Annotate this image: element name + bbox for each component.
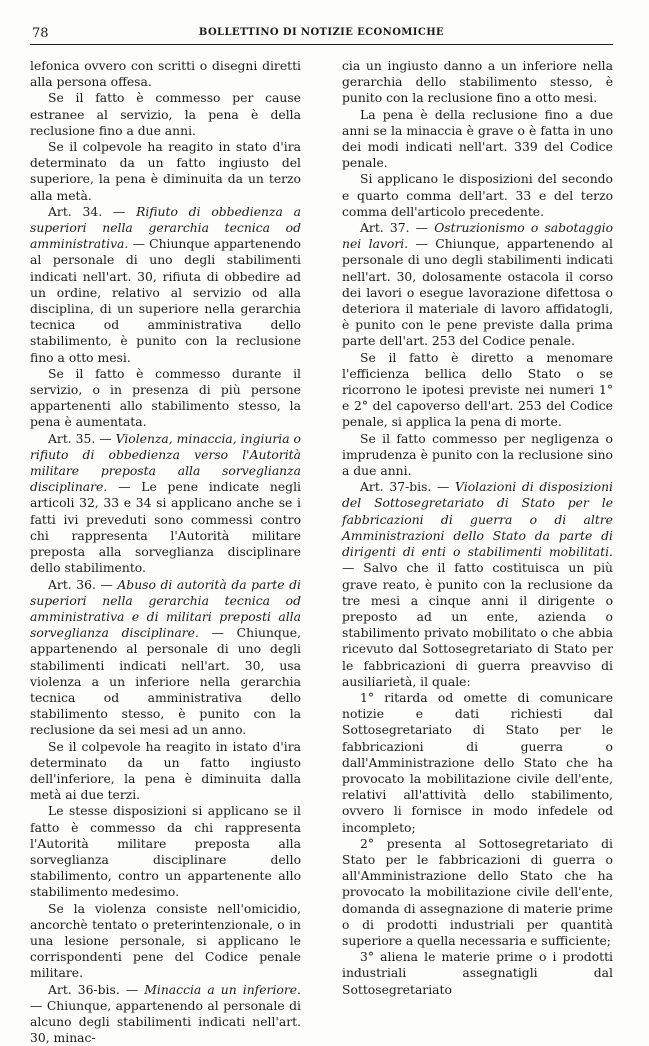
paragraph: Se la violenza consiste nell'omicidio, ancorchè tentato o preterintenzionale, o in una lesione personale, si applicano le corrispondenti pene del Codice penale militare.	[30, 901, 301, 981]
article-title: Minaccia a un inferiore.	[144, 982, 301, 997]
list-item: 2° presenta al Sottosegretariato di Stato per le fabbricazioni di guerra o all'Amministrazione dello Stato che ha provocato la mobilitazione civile dell'ente, domanda di assegnazione di materie prime o di prodotti industriali per quantità superiore a quella necessaria e sufficiente;	[342, 836, 613, 948]
article-label: Art. 36. —	[48, 577, 113, 592]
article-text: — Le pene indicate negli articoli 32, 33 e 34 si applicano anche se i fatti ivi preveduti sono commessi contro chi rappresenta l'Autorità militare preposta alla sorveglianza disciplinare dello stabilimento.	[30, 480, 301, 576]
article-paragraph	[30, 577, 301, 739]
article-label: Art. 34. —	[48, 204, 126, 219]
paragraph: Se il colpevole ha reagito in stato d'ira determinato da un fatto ingiusto del superiore, la pena è diminuita da un terzo alla metà.	[30, 140, 301, 203]
article-label: Art. 35. —	[48, 431, 112, 446]
article-text: — Chiunque, appartenendo al personale di alcuno degli stabilimenti indicati nell'art. 30, minac-	[30, 998, 301, 1046]
article-title: Ostruzionismo o sabotaggio nei lavori.	[342, 221, 613, 252]
page-header	[30, 22, 613, 45]
article-title: Violazioni di disposizioni del Sottosegretariato di Stato per le fabbricazioni di guerra o di altre Amministrazioni dello Stato da parte di dirigenti di enti o stabilimenti mobilitati.	[342, 480, 613, 560]
list-item: 1° ritarda od omette di comunicare notizie e dati richiesti dal Sottosegretariato di Stato per le fabbricazioni di guerra o dall'Amministrazione dello Stato che ha provocato la mobilitazione civile dell'ente, relativi all'attività dello stabilimento, ovvero li fornisce in modo infedele od incompleto;	[342, 690, 613, 835]
continued-paragraph: cia un ingiusto danno a un inferiore nella gerarchia dello stabilimento stesso, è punito con la reclusione fino a otto mesi.	[342, 59, 613, 106]
article-title: Violenza, minaccia, ingiuria o rifiuto di obbedienza verso l'Autorità militare preposta alla sorveglianza disciplinare.	[30, 431, 301, 495]
paragraph: Se il fatto è commesso per cause estranee al servizio, la pena è della reclusione fino a due anni.	[30, 91, 301, 138]
left-column	[30, 58, 301, 1046]
article-label: Art. 36-bis. —	[48, 982, 139, 997]
right-column	[342, 58, 613, 998]
paragraph: Se il fatto commesso per negligenza o imprudenza è punito con la reclusione sino a due anni.	[342, 431, 613, 479]
article-paragraph	[30, 431, 301, 577]
article-title: Rifiuto di obbedienza a superiori nella gerarchia tecnica od amministrativa.	[30, 204, 301, 252]
page-number: 78	[32, 26, 49, 41]
article-paragraph	[342, 479, 613, 690]
paragraph: Se il fatto è diretto a menomare l'efficienza bellica dello Stato o se ricorrono le ipotesi previste nei numeri 1° e 2° del capoverso dell'art. 253 del Codice penale, si applica la pena di morte.	[342, 350, 613, 430]
paragraph: La pena è della reclusione fino a due anni se la minaccia è grave o è fatta in uno dei modi indicati nell'art. 339 del Codice penale.	[342, 107, 613, 171]
article-text: — Chiunque appartenendo al personale di uno degli stabilimenti indicati nell'art. 30, rifiuta di obbedire ad un ordine, relativo al servizio od alla disciplina, di un superiore nella gerarchia tecnica od amministrativa dello stabilimento, è punito con la reclusione fino a otto mesi.	[30, 237, 301, 365]
paragraph: Le stesse disposizioni si applicano se il fatto è commesso da chi rappresenta l'Autorità militare preposta alla sorveglianza disciplinare dello stabilimento, contro un appartenente allo stabilimento medesimo.	[30, 804, 301, 900]
paragraph: Se il colpevole ha reagito in istato d'ira determinato da un fatto ingiusto dell'inferiore, la pena è diminuita dalla metà ai due terzi.	[30, 739, 301, 803]
continued-paragraph: lefonica ovvero con scritti o disegni diretti alla persona offesa.	[30, 59, 301, 90]
article-paragraph	[342, 220, 613, 350]
paragraph: Se il fatto è commesso durante il servizio, o in presenza di più persone appartenenti allo stabilimento stesso, la pena è aumentata.	[30, 366, 301, 430]
article-label: Art. 37-bis. —	[360, 480, 450, 495]
article-paragraph	[30, 204, 301, 366]
article-text: — Chiunque, appartenendo al personale di uno degli stabilimenti indicati nell'art. 30, usa violenza a un inferiore nella gerarchia tecnica od amministrativa dello stabilimento stesso, è punito con la reclusione da sei mesi ad un anno.	[30, 626, 301, 738]
article-title: Abuso di autorità da parte di superiori nella gerarchia tecnica od amministrativa e di militari preposti alla sorveglianza disciplinare.	[30, 577, 301, 641]
article-text: — Chiunque, appartenendo al personale di uno degli stabilimenti indicati nell'art. 30, dolosamente ostacola il corso dei lavori o esegue lavorazione difettosa o deteriora il materiale di lavoro affidatogli, è punito con le pene previste dalla prima parte dell'art. 253 del Codice penale.	[342, 237, 613, 349]
article-label: Art. 37. —	[360, 221, 429, 236]
article-paragraph	[30, 982, 301, 1046]
article-text: — Salvo che il fatto costituisca un più grave reato, è punito con la reclusione da tre mesi a cinque anni il dirigente o preposto ad un ente, azienda o stabilimento privato mobilitato o che abbia ricevuto dal Sottosegretariato di Stato per le fabbricazioni di guerra preavviso di ausiliarietà, il quale:	[342, 561, 613, 689]
list-item: 3° aliena le materie prime o i prodotti industriali assegnatigli dal Sottosegretariato	[342, 950, 613, 997]
running-title: BOLLETTINO DI NOTIZIE ECONOMICHE	[198, 27, 445, 38]
paragraph: Si applicano le disposizioni del secondo e quarto comma dell'art. 33 e del terzo comma dell'articolo precedente.	[342, 172, 613, 219]
